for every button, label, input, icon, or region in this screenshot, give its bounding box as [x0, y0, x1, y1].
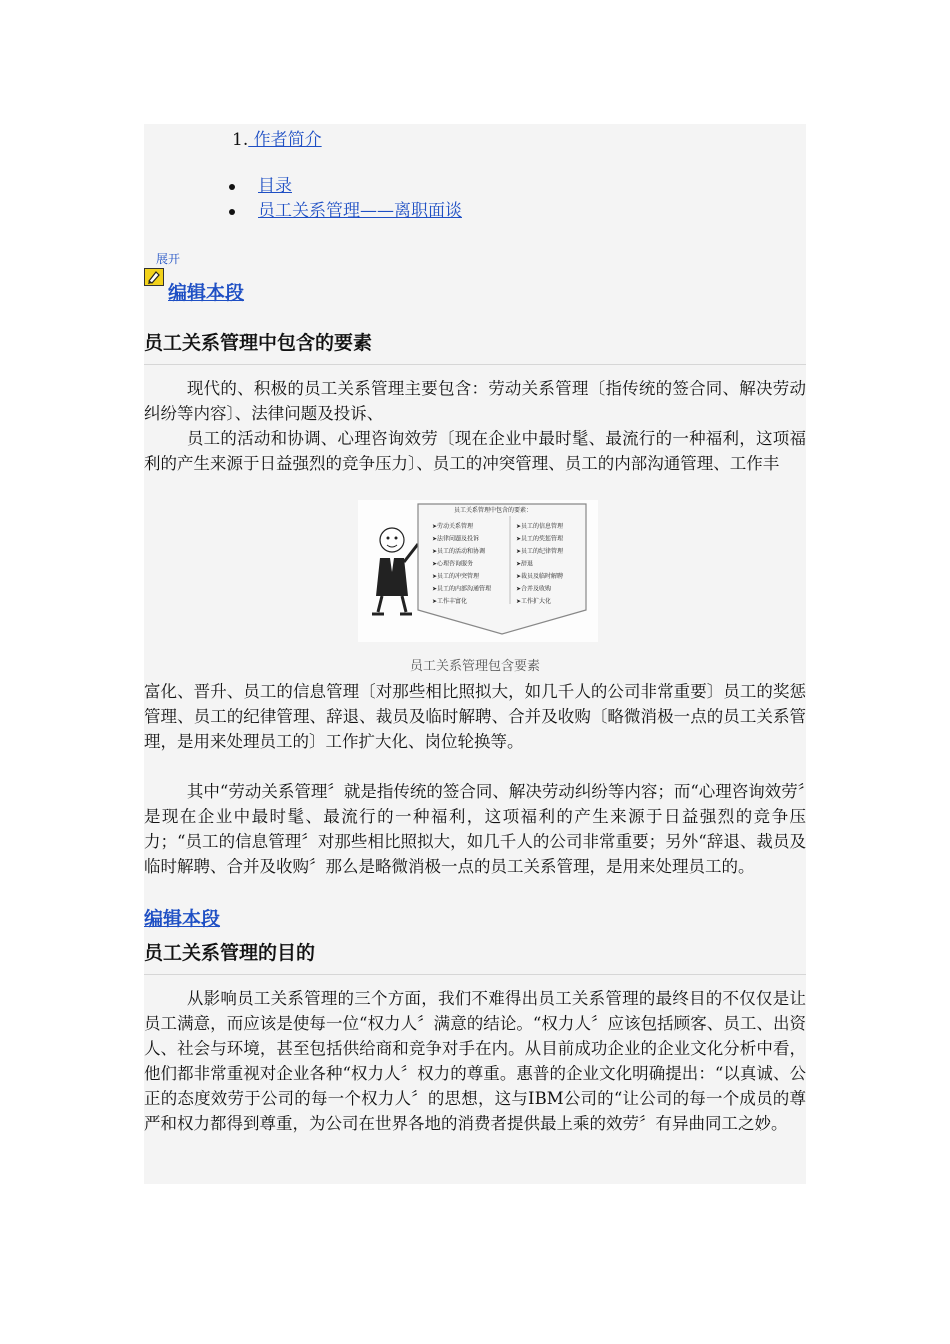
- section-heading: 员工关系管理的目的: [144, 940, 806, 975]
- figure-title: 员工关系管理中包含的要素：: [454, 507, 533, 514]
- toc-number: 1.: [232, 130, 249, 150]
- figure-image: [358, 500, 598, 642]
- paragraph: 富化、晋升、员工的信息管理〔对那些相比照拟大，如几千人的公司非常重要〕员工的奖惩管理、员工的纪律管理、辞退、裁员及临时解聘、合并及收购〔略微消极一点的员工关系管理，是用来处理员工的〕工作扩大化、岗位轮换等。: [144, 682, 806, 751]
- toc-item-author[interactable]: [232, 130, 322, 150]
- toc-item: [226, 199, 462, 224]
- figure-left-item: ➤员工的活动和协调: [432, 548, 486, 555]
- edit-section-link[interactable]: 编辑本段: [144, 908, 221, 930]
- figure-right-item: ➤裁员及临时解聘: [516, 573, 564, 580]
- paragraph: 现代的、积极的员工关系管理主要包含：劳动关系管理〔指传统的签合同、解决劳动纠纷等内容〕、法律问题及投诉、: [144, 379, 806, 423]
- section-heading: 员工关系管理中包含的要素: [144, 330, 806, 365]
- toc-item: [226, 174, 462, 199]
- paragraph: 从影响员工关系管理的三个方面，我们不难得出员工关系管理的最终目的不仅仅是让员工满意，而应该是使每一位“权力人〞满意的结论。“权力人〞应该包括顾客、员工、出资人、社会与环境，甚至包括供给商和竞争对手在内。从目前成功企业的企业文化分析中看，他们都非常重视对企业各种“权力人〞权力的尊重。惠普的企业文化明确提出：“以真诚、公正的态度效劳于公司的每一个权力人〞的思想，这与IBM公司的“让公司的每一个成员的尊严和权力都得到尊重，为公司在世界各地的消费者提供最上乘的效劳〞有异曲同工之妙。: [144, 989, 806, 1133]
- toc-link-exit-interview[interactable]: 员工关系管理——离职面谈: [258, 201, 462, 221]
- expand-link[interactable]: 展开: [156, 252, 181, 266]
- figure-caption: 员工关系管理包含要素: [409, 659, 540, 674]
- presenter-illustration: [372, 528, 418, 614]
- paragraph: 其中“劳动关系管理〞就是指传统的签合同、解决劳动纠纷等内容；而“心理咨询效劳〞是现在企业中最时髦、最流行的一种福利，这项福利的产生来源于日益强烈的竞争压力；“员工的信息管理〞对那些相比照拟大，如几千人的公司非常重要；另外“辞退、裁员及临时解聘、合并及收购〞那么是略微消极一点的员工关系管理，是用来处理员工的。: [144, 782, 807, 876]
- figure: [144, 500, 806, 680]
- toc-link-contents[interactable]: 目录: [258, 176, 292, 196]
- edit-section-link[interactable]: 编辑本段: [168, 282, 245, 304]
- figure-right-item: ➤员工的奖惩管理: [516, 535, 564, 543]
- pencil-icon[interactable]: [144, 268, 164, 286]
- paragraph: 员工的活动和协调、心理咨询效劳〔现在企业中最时髦、最流行的一种福利，这项福利的产生来源于日益强烈的竞争压力〕、员工的冲突管理、员工的内部沟通管理、工作丰: [144, 429, 806, 473]
- figure-right-item: ➤工作扩大化: [516, 598, 552, 605]
- toc-link-author[interactable]: 作者简介: [248, 130, 322, 150]
- figure-left-item: ➤劳动关系管理: [432, 523, 474, 530]
- figure-right-item: ➤辞退: [516, 560, 534, 568]
- figure-right-item: ➤合并及收购: [516, 585, 552, 593]
- article-body: [144, 124, 806, 1184]
- figure-left-item: ➤法律问题及投诉: [432, 535, 480, 543]
- figure-left-item: ➤心理咨询服务: [432, 560, 474, 568]
- figure-right-item: ➤员工的信息管理: [516, 523, 564, 530]
- figure-left-item: ➤工作丰富化: [432, 598, 468, 605]
- toc-list: [226, 174, 462, 224]
- figure-left-item: ➤员工的冲突管理: [432, 573, 480, 580]
- figure-right-item: ➤员工的纪律管理: [516, 548, 564, 555]
- figure-left-item: ➤员工的内部沟通管理: [432, 585, 492, 593]
